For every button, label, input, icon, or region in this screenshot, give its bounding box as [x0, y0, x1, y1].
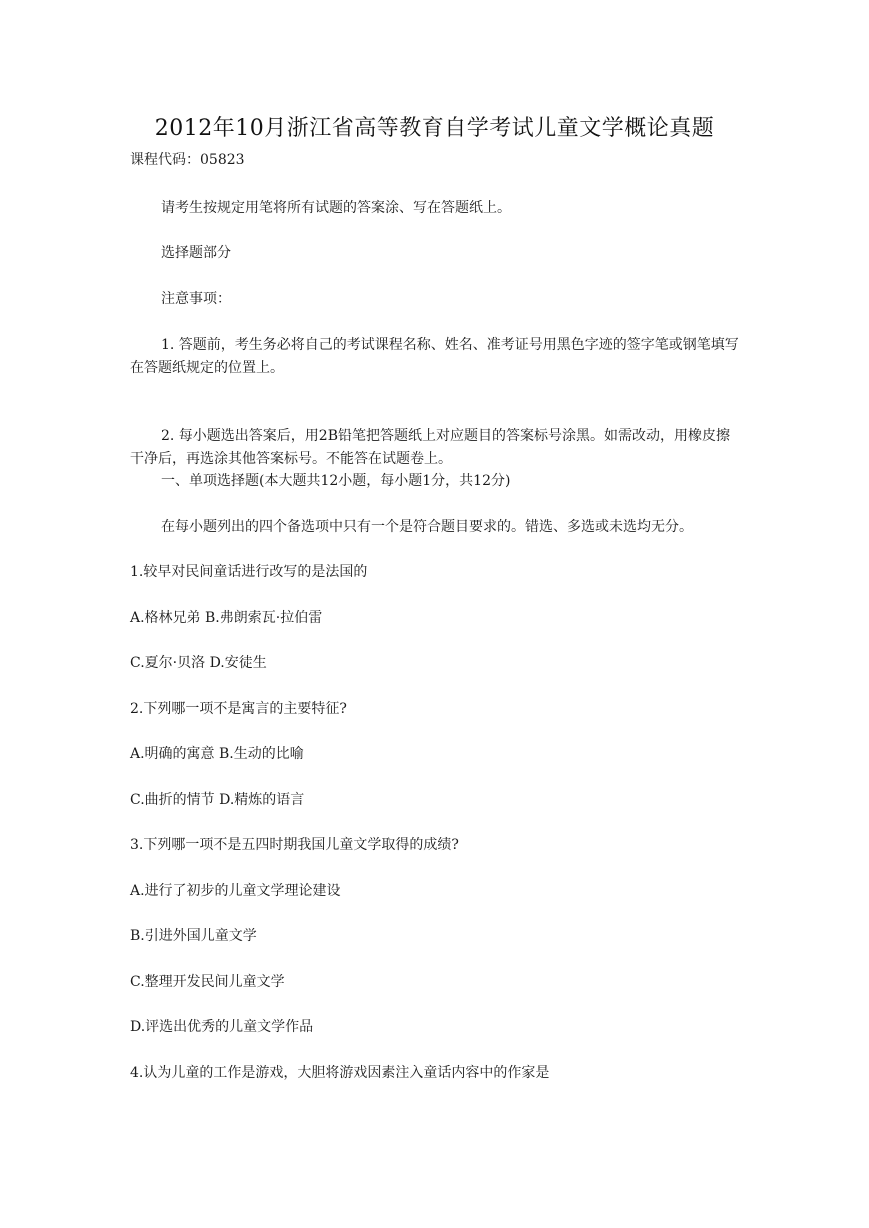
question-stem: 2.下列哪一项不是寓言的主要特征?	[130, 701, 347, 717]
question-options: C.曲折的情节 D.精炼的语言	[130, 792, 305, 808]
notes-heading: 注意事项：	[161, 291, 231, 307]
question-options: C.夏尔·贝洛 D.安徒生	[130, 655, 267, 671]
question-stem: 1.较早对民间童话进行改写的是法国的	[130, 564, 368, 580]
instruction-paragraph: 请考生按规定用笔将所有试题的答案涂、写在答题纸上。	[161, 200, 511, 216]
question-options: A.格林兄弟 B.弗朗索瓦·拉伯雷	[130, 610, 323, 626]
part-heading: 一、单项选择题(本大题共12小题，每小题1分，共12分)	[161, 473, 511, 489]
section-heading: 选择题部分	[161, 245, 231, 261]
question-stem: 3.下列哪一项不是五四时期我国儿童文学取得的成绩?	[130, 837, 459, 853]
question-stem: 4.认为儿童的工作是游戏，大胆将游戏因素注入童话内容中的作家是	[130, 1065, 550, 1081]
course-code: 课程代码：05823	[130, 152, 245, 168]
question-option: A.进行了初步的儿童文学理论建设	[130, 883, 341, 899]
note-item-1: 1. 答题前，考生务必将自己的考试课程名称、姓名、准考证号用黑色字迹的签字笔或钢笔填写在答题纸规定的位置上。	[130, 337, 739, 376]
note-item-2: 2. 每小题选出答案后，用2B铅笔把答题纸上对应题目的答案标号涂黑。如需改动，用橡皮擦干净后，再选涂其他答案标号。不能答在试题卷上。	[130, 428, 731, 467]
part-instruction: 在每小题列出的四个备选项中只有一个是符合题目要求的。错选、多选或未选均无分。	[161, 519, 693, 535]
question-option: B.引进外国儿童文学	[130, 928, 257, 944]
question-option: C.整理开发民间儿童文学	[130, 974, 285, 990]
document-title: 2012年10月浙江省高等教育自学考试儿童文学概论真题	[154, 116, 715, 141]
question-options: A.明确的寓意 B.生动的比喻	[130, 746, 304, 762]
question-option: D.评选出优秀的儿童文学作品	[130, 1019, 314, 1035]
